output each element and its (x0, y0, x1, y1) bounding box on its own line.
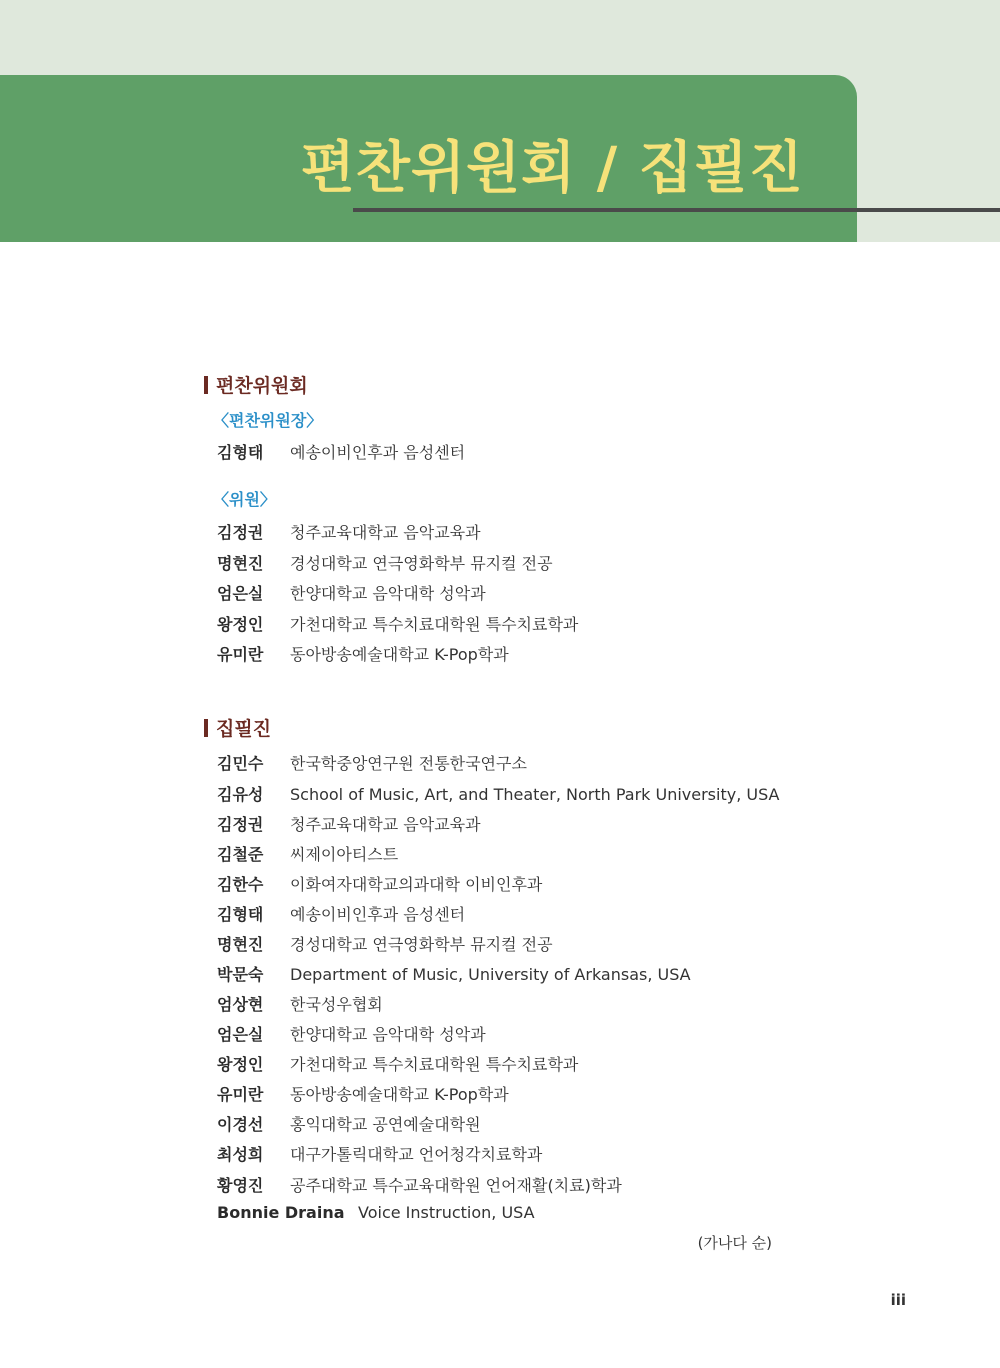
member-row (217, 520, 481, 542)
member-name: 김형태 (217, 443, 264, 462)
author-affiliation: 동아방송예술대학교 K-Pop학과 (290, 1085, 509, 1104)
author-name: 엄상현 (217, 995, 264, 1014)
author-name: 김철준 (217, 845, 264, 864)
author-row (217, 751, 527, 773)
authors-heading (204, 714, 271, 741)
author-row (217, 932, 553, 954)
author-affiliation: 이화여자대학교의과대학 이비인후과 (290, 875, 543, 894)
member-row (217, 581, 486, 603)
author-affiliation: Voice Instruction, USA (358, 1203, 535, 1222)
member-row (217, 642, 509, 664)
member-affiliation: 청주교육대학교 음악교육과 (290, 523, 481, 542)
member-name: 김정권 (217, 523, 264, 542)
author-row (217, 842, 398, 864)
author-name: Bonnie Draina (217, 1203, 345, 1222)
author-row (217, 1082, 509, 1104)
author-affiliation: 가천대학교 특수치료대학원 특수치료학과 (290, 1055, 579, 1074)
chair-label: 〈편찬위원장〉 (213, 411, 323, 430)
author-affiliation: 공주대학교 특수교육대학원 언어재활(치료)학과 (290, 1176, 622, 1195)
author-name: 김유성 (217, 785, 264, 804)
author-name: 왕정인 (217, 1055, 264, 1074)
author-name: 김형태 (217, 905, 264, 924)
author-name: 엄은실 (217, 1025, 264, 1044)
member-affiliation: 예송이비인후과 음성센터 (290, 443, 466, 462)
member-row (217, 612, 578, 634)
members-label: 〈위원〉 (213, 490, 276, 509)
author-affiliation: School of Music, Art, and Theater, North Park University, USA (290, 785, 780, 804)
author-name: 최성희 (217, 1145, 264, 1164)
author-affiliation: 한양대학교 음악대학 성악과 (290, 1025, 486, 1044)
author-affiliation: 씨제이아티스트 (290, 845, 399, 864)
heading-bar (204, 719, 208, 737)
title-underline (353, 208, 1000, 212)
author-affiliation: 한국학중앙연구원 전통한국연구소 (290, 754, 527, 773)
author-row (217, 992, 383, 1014)
member-name: 명현진 (217, 554, 264, 573)
authors-heading-label: 집필진 (216, 718, 272, 740)
member-name: 유미란 (217, 645, 264, 664)
page-title: 편찬위원회 / 집필진 (300, 136, 804, 201)
author-name: 박문숙 (217, 965, 264, 984)
author-name: 유미란 (217, 1085, 264, 1104)
author-row (217, 1022, 486, 1044)
committee-heading-label: 편찬위원회 (216, 375, 308, 397)
author-name: 이경선 (217, 1115, 264, 1134)
author-name: 김한수 (217, 875, 264, 894)
member-affiliation: 동아방송예술대학교 K-Pop학과 (290, 645, 509, 664)
committee-heading (204, 371, 308, 398)
author-row (217, 1173, 622, 1195)
author-row (217, 1112, 481, 1134)
author-name: 김정권 (217, 815, 264, 834)
author-row (217, 872, 542, 894)
author-name: 김민수 (217, 754, 264, 773)
heading-bar (204, 376, 208, 394)
author-row (217, 1142, 542, 1164)
member-affiliation: 가천대학교 특수치료대학원 특수치료학과 (290, 615, 579, 634)
page-number: iii (890, 1291, 906, 1309)
author-affiliation: 홍익대학교 공연예술대학원 (290, 1115, 481, 1134)
order-note: (가나다 순) (697, 1234, 772, 1252)
member-affiliation: 경성대학교 연극영화학부 뮤지컬 전공 (290, 554, 553, 573)
member-affiliation: 한양대학교 음악대학 성악과 (290, 584, 486, 603)
author-affiliation: 예송이비인후과 음성센터 (290, 905, 466, 924)
author-row (217, 962, 691, 984)
author-row (217, 782, 779, 804)
author-affiliation: Department of Music, University of Arkansas, USA (290, 965, 691, 984)
author-name: 황영진 (217, 1176, 264, 1195)
author-row (217, 812, 481, 834)
member-name: 왕정인 (217, 615, 264, 634)
author-row (217, 1203, 535, 1225)
member-row (217, 551, 553, 573)
author-name: 명현진 (217, 935, 264, 954)
author-row (217, 1052, 578, 1074)
chair-row (217, 440, 465, 462)
author-affiliation: 대구가톨릭대학교 언어청각치료학과 (290, 1145, 543, 1164)
author-affiliation: 경성대학교 연극영화학부 뮤지컬 전공 (290, 935, 553, 954)
author-affiliation: 한국성우협회 (290, 995, 383, 1014)
member-name: 엄은실 (217, 584, 264, 603)
author-affiliation: 청주교육대학교 음악교육과 (290, 815, 481, 834)
author-row (217, 902, 465, 924)
